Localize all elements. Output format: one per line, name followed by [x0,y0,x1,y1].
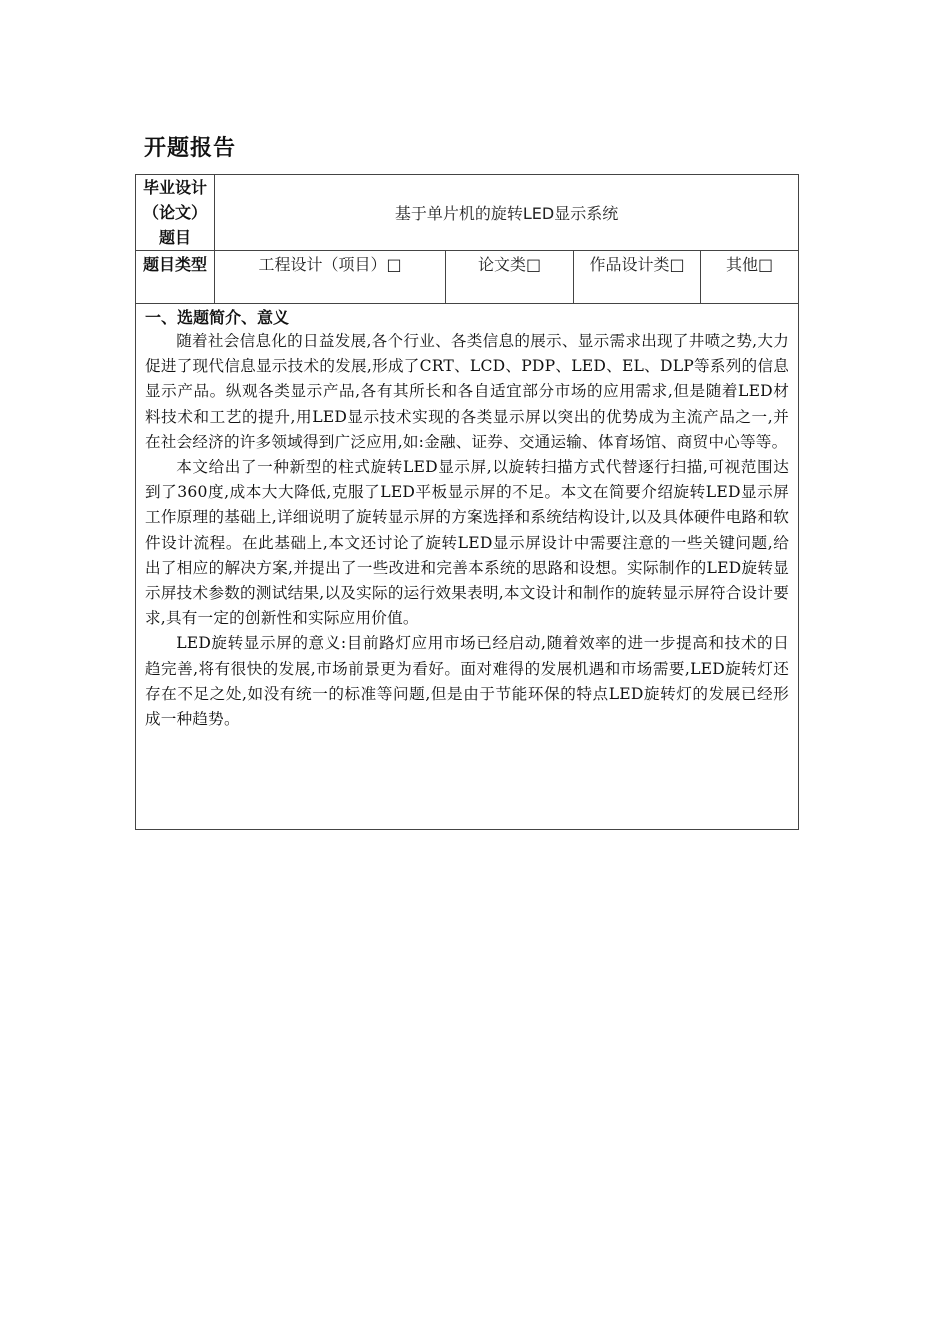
paragraph-3: LED旋转显示屏的意义:目前路灯应用市场已经启动,随着效率的进一步提高和技术的日趋完善,将有很快的发展,市场前景更为看好。面对难得的发展机遇和市场需要,LED旋转灯还存在不足之处,如没有统一的标准等问题,但是由于节能环保的特点LED旋转灯的发展已经形成一种趋势。 [145,634,790,729]
title-label-cell [136,175,215,251]
type-row [136,251,799,304]
type-option-work-design[interactable]: 作品设计类□ [574,251,701,304]
type-option-thesis[interactable]: 论文类□ [446,251,574,304]
paragraph-2: 本文给出了一种新型的柱式旋转LED显示屏,以旋转扫描方式代替逐行扫描,可视范围达到了360度,成本大大降低,克服了LED平板显示屏的不足。本文在简要介绍旋转LED显示屏工作原理的基础上,详细说明了旋转显示屏的方案选择和系统结构设计,以及具体硬件电路和软件设计流程。在此基础上,本文还讨论了旋转LED显示屏设计中需要注意的一些关键问题,给出了相应的解决方案,并提出了一些改进和完善本系统的思路和设想。实际制作的LED旋转显示屏技术参数的测试结果,以及实际的运行效果表明,本文设计和制作的旋转显示屏符合设计要求,具有一定的创新性和实际应用价值。 [145,458,790,628]
title-label-line-1: 毕业设计 [142,178,207,197]
paragraph-1: 随着社会信息化的日益发展,各个行业、各类信息的展示、显示需求出现了井喷之势,大力促进了现代信息显示技术的发展,形成了CRT、LCD、PDP、LED、EL、DLP等系列的信息显示产品。纵观各类显示产品,各有其所长和各自适宜部分市场的应用需求,但是随着LED材料技术和工艺的提升,用LED显示技术实现的各类显示屏以突出的优势成为主流产品之一,并在社会经济的许多领域得到广泛应用,如:金融、证券、交通运输、体育场馆、商贸中心等等。 [145,332,790,451]
content-cell [136,304,799,830]
page-heading: 开题报告 [144,136,237,161]
type-label: 题目类型 [136,251,215,304]
type-option-engineering[interactable]: 工程设计（项目）□ [215,251,446,304]
thesis-title: 基于单片机的旋转LED显示系统 [215,175,799,251]
title-label-line-3: 题目 [158,228,191,247]
content-row [136,304,799,830]
type-option-other[interactable]: 其他□ [701,251,799,304]
title-row [136,175,799,251]
proposal-form-table [135,174,799,830]
title-label-line-2: （论文） [142,203,207,222]
section-title: 一、选题简介、意义 [145,308,290,327]
